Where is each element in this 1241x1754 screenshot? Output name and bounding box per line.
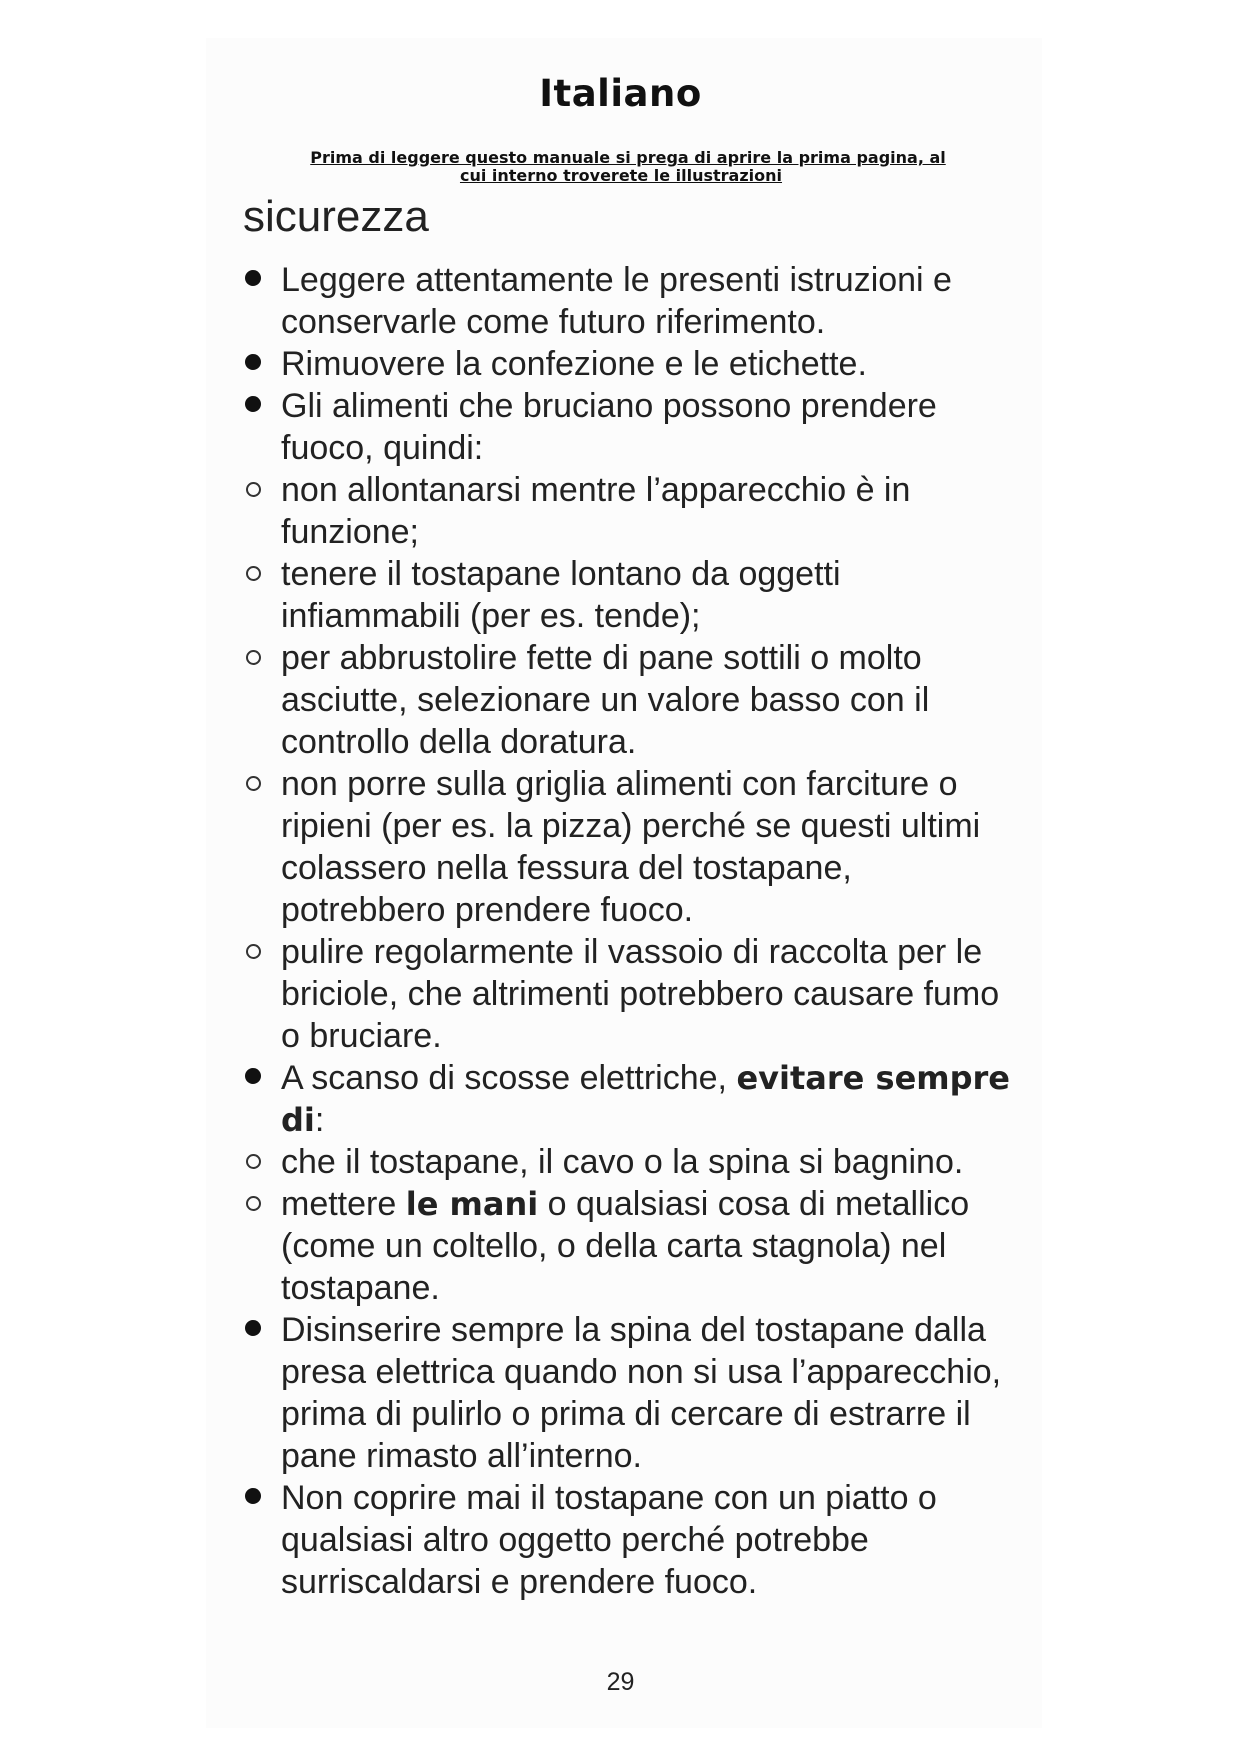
bullet-icon [245,396,261,412]
bullet-icon [245,270,261,286]
circle-bullet-icon [246,1196,261,1211]
language-heading: Italiano [539,72,702,115]
page-number: 29 [606,1668,635,1696]
item-text: Disinserire sempre la spina del tostapane dalla presa elettrica quando non si usa l’apparecchio, prima di pulirlo o prima di cercare di estrarre il pane rimasto all’interno. [281,1311,1002,1475]
item-emphasis: evitare sempre di [281,1059,1010,1139]
bullet-icon [245,1320,261,1336]
circle-bullet-icon [246,650,261,665]
item-text: per abbrustolire fette di pane sottili o molto asciutte, selezionare un valore basso con il controllo della doratura. [281,639,930,761]
list-item [243,1141,1023,1183]
bullet-icon [245,1068,261,1084]
item-text: non allontanarsi mentre l’apparecchio è in funzione; [281,471,911,551]
item-text: pulire regolarmente il vassoio di raccolta per le briciole, che altrimenti potrebbero causare fumo o bruciare. [281,933,1000,1055]
list-item [243,469,1023,553]
item-text: Leggere attentamente le presenti istruzioni e conservarle come futuro riferimento. [281,261,952,341]
circle-bullet-icon [246,944,261,959]
notice-line-1: Prima di leggere questo manuale si prega di aprire la prima pagina, al [310,148,946,167]
list-item [243,385,1023,469]
circle-bullet-icon [246,1154,261,1169]
list-item [243,343,1023,385]
item-text: non porre sulla griglia alimenti con farciture o ripieni (per es. la pizza) perché se questi ultimi colassero nella fessura del tostapane, potrebbero prendere fuoco. [281,765,981,929]
list-item [243,931,1023,1057]
bullet-icon [245,1488,261,1504]
list-item [243,1309,1023,1477]
item-text: mettere [281,1185,397,1223]
item-text-end: : [314,1101,325,1139]
list-item [243,763,1023,931]
item-text: Non coprire mai il tostapane con un piatto o qualsiasi altro oggetto perché potrebbe surriscaldarsi e prendere fuoco. [281,1479,937,1601]
list-item [243,1183,1023,1309]
safety-list [243,259,1023,1603]
list-item [243,1477,1023,1603]
circle-bullet-icon [246,566,261,581]
illustrations-notice [258,149,998,185]
list-item [243,259,1023,343]
item-text-end: o qualsiasi cosa di metallico (come un coltello, o della carta stagnola) nel tostapane. [281,1185,970,1307]
list-item [243,553,1023,637]
item-text: Rimuovere la confezione e le etichette. [281,345,867,383]
list-item [243,637,1023,763]
circle-bullet-icon [246,776,261,791]
item-emphasis: le mani [405,1185,539,1223]
bullet-icon [245,354,261,370]
item-text: tenere il tostapane lontano da oggetti infiammabili (per es. tende); [281,555,841,635]
notice-line-2: cui interno troverete le illustrazioni [459,166,783,185]
section-title: sicurezza [243,192,429,241]
item-text: A scanso di scosse elettriche, [281,1059,728,1097]
item-text: che il tostapane, il cavo o la spina si bagnino. [281,1143,964,1181]
list-item [243,1057,1023,1141]
item-text: Gli alimenti che bruciano possono prendere fuoco, quindi: [281,387,937,467]
circle-bullet-icon [246,482,261,497]
